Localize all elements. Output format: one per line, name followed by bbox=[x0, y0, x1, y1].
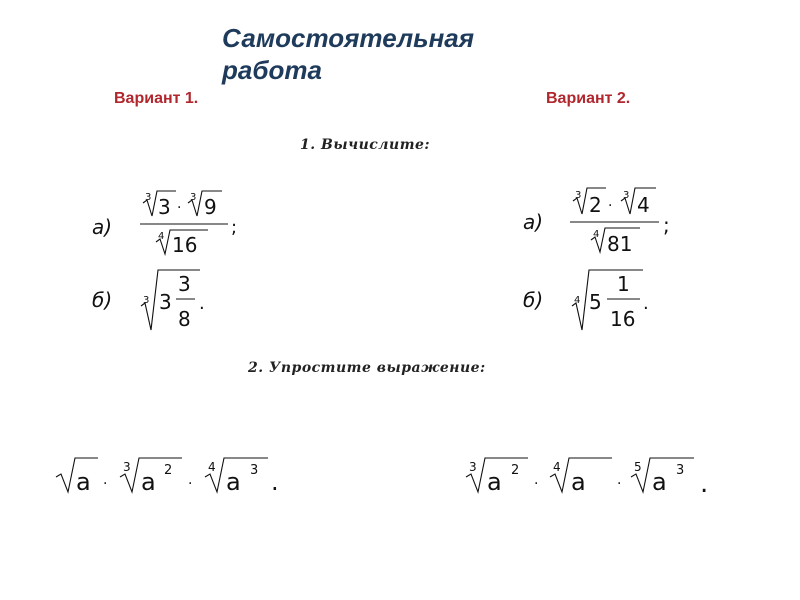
v2a-num2-index: 3 bbox=[623, 190, 630, 201]
v2b-numerator: 1 bbox=[617, 272, 630, 296]
v2e-dot1: · bbox=[534, 476, 539, 492]
v1b-end: . bbox=[199, 293, 205, 314]
v1-label-b: б) bbox=[92, 288, 113, 312]
v1e-dot2: · bbox=[188, 476, 193, 492]
v2a-num1-index: 3 bbox=[575, 190, 582, 201]
v1e-r2-base: a bbox=[141, 468, 156, 496]
v2e-dot2: · bbox=[617, 476, 622, 492]
v2a-num1-radicand: 2 bbox=[589, 193, 602, 217]
v2e-r1-index: 3 bbox=[469, 460, 477, 474]
v2a-den-radicand: 81 bbox=[607, 232, 633, 256]
v2e-r2-base: a bbox=[571, 468, 586, 496]
v2-expression bbox=[466, 458, 708, 499]
v1-label-a: а) bbox=[92, 215, 113, 239]
v1a-end: ; bbox=[231, 217, 238, 238]
v1e-end: . bbox=[271, 468, 279, 496]
slide-title: Самостоятельная работа bbox=[222, 23, 475, 85]
v2a-end: ; bbox=[663, 213, 670, 237]
variant-2-heading: Вариант 2. bbox=[546, 90, 631, 107]
v2-item-a bbox=[523, 188, 670, 256]
v2e-end: . bbox=[700, 469, 709, 499]
v1e-r3-exp: 3 bbox=[250, 463, 259, 478]
v1-expression bbox=[56, 458, 279, 496]
v1-item-a bbox=[92, 191, 237, 257]
v1e-r1-radicand: a bbox=[76, 468, 91, 496]
v1e-r3-base: a bbox=[226, 468, 241, 496]
v2-item-b bbox=[523, 270, 649, 331]
v1b-whole: 3 bbox=[159, 290, 172, 314]
v1a-num1-index: 3 bbox=[145, 192, 152, 203]
v2e-r1-exp: 2 bbox=[511, 463, 520, 478]
v1a-den-radicand: 16 bbox=[172, 233, 198, 257]
task-1-heading: 1. Вычислите: bbox=[300, 137, 431, 153]
v2e-r3-exp: 3 bbox=[676, 463, 685, 478]
v1b-numerator: 3 bbox=[178, 272, 191, 296]
v1b-denominator: 8 bbox=[178, 307, 191, 331]
v2-label-b: б) bbox=[523, 288, 544, 312]
v2a-num2-radicand: 4 bbox=[637, 193, 650, 217]
variant-1-heading: Вариант 1. bbox=[114, 90, 199, 107]
v1e-r2-index: 3 bbox=[123, 460, 131, 474]
v1e-dot1: · bbox=[103, 476, 108, 492]
v1e-r3-index: 4 bbox=[208, 460, 216, 474]
task-2-heading: 2. Упростите выражение: bbox=[248, 360, 486, 376]
v1-item-b bbox=[92, 270, 205, 331]
v2b-index: 4 bbox=[574, 295, 581, 306]
v1a-den-index: 4 bbox=[158, 231, 165, 242]
v1e-r2-exp: 2 bbox=[164, 463, 173, 478]
v1a-num2-index: 3 bbox=[190, 192, 197, 203]
v2a-den-index: 4 bbox=[593, 229, 600, 240]
v1b-index: 3 bbox=[143, 295, 150, 306]
v2a-dot: · bbox=[608, 198, 613, 214]
v2e-r1-base: a bbox=[487, 468, 502, 496]
v2e-r3-base: a bbox=[652, 468, 667, 496]
v2b-denominator: 16 bbox=[610, 307, 636, 331]
v2e-r2-index: 4 bbox=[553, 460, 561, 474]
v1a-num1-radicand: 3 bbox=[158, 195, 171, 219]
v2b-end: . bbox=[643, 293, 649, 314]
v2-label-a: а) bbox=[523, 210, 544, 234]
v2e-r3-index: 5 bbox=[634, 460, 642, 474]
v1a-dot: · bbox=[177, 200, 182, 216]
v2b-whole: 5 bbox=[589, 290, 602, 314]
v1a-num2-radicand: 9 bbox=[204, 195, 217, 219]
